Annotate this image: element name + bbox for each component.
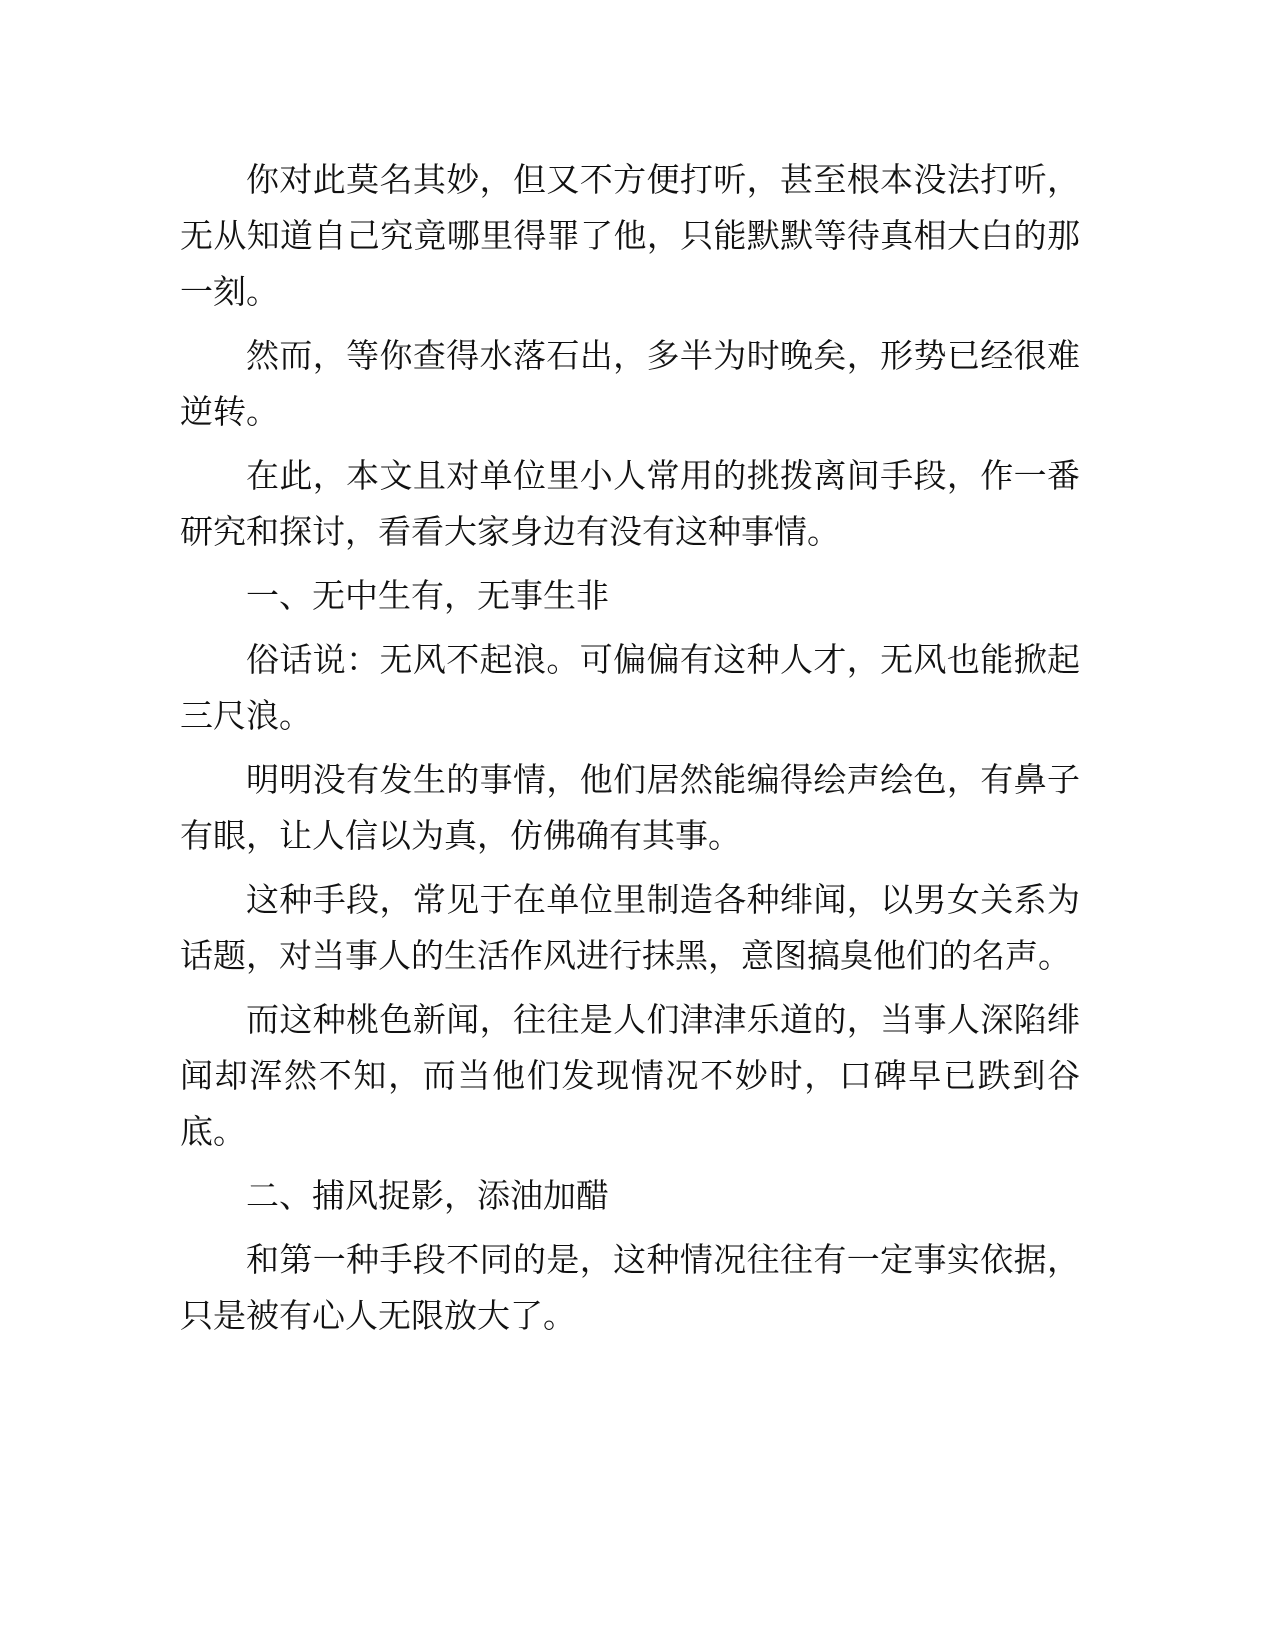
paragraph-7: 而这种桃色新闻，往往是人们津津乐道的，当事人深陷绯闻却浑然不知，而当他们发现情况不妙时，口碑早已跌到谷底。 <box>180 1000 1080 1151</box>
paragraph-2: 然而，等你查得水落石出，多半为时晚矣，形势已经很难逆转。 <box>180 336 1080 431</box>
paragraph-8: 和第一种手段不同的是，这种情况往往有一定事实依据，只是被有心人无限放大了。 <box>180 1240 1080 1335</box>
paragraph-4: 俗话说：无风不起浪。可偏偏有这种人才，无风也能掀起三尺浪。 <box>180 640 1080 735</box>
section-heading-2: 二、捕风捉影，添油加醋 <box>246 1176 609 1215</box>
paragraph-6: 这种手段，常见于在单位里制造各种绯闻，以男女关系为话题，对当事人的生活作风进行抹黑，意图搞臭他们的名声。 <box>180 880 1080 975</box>
paragraph-3: 在此，本文且对单位里小人常用的挑拨离间手段，作一番研究和探讨，看看大家身边有没有这种事情。 <box>180 456 1080 551</box>
document-page <box>180 152 1080 1352</box>
section-heading-1: 一、无中生有，无事生非 <box>246 576 609 615</box>
paragraph-1: 你对此莫名其妙，但又不方便打听，甚至根本没法打听，无从知道自己究竟哪里得罪了他，只能默默等待真相大白的那一刻。 <box>180 160 1080 311</box>
paragraph-5: 明明没有发生的事情，他们居然能编得绘声绘色，有鼻子有眼，让人信以为真，仿佛确有其事。 <box>180 760 1080 855</box>
